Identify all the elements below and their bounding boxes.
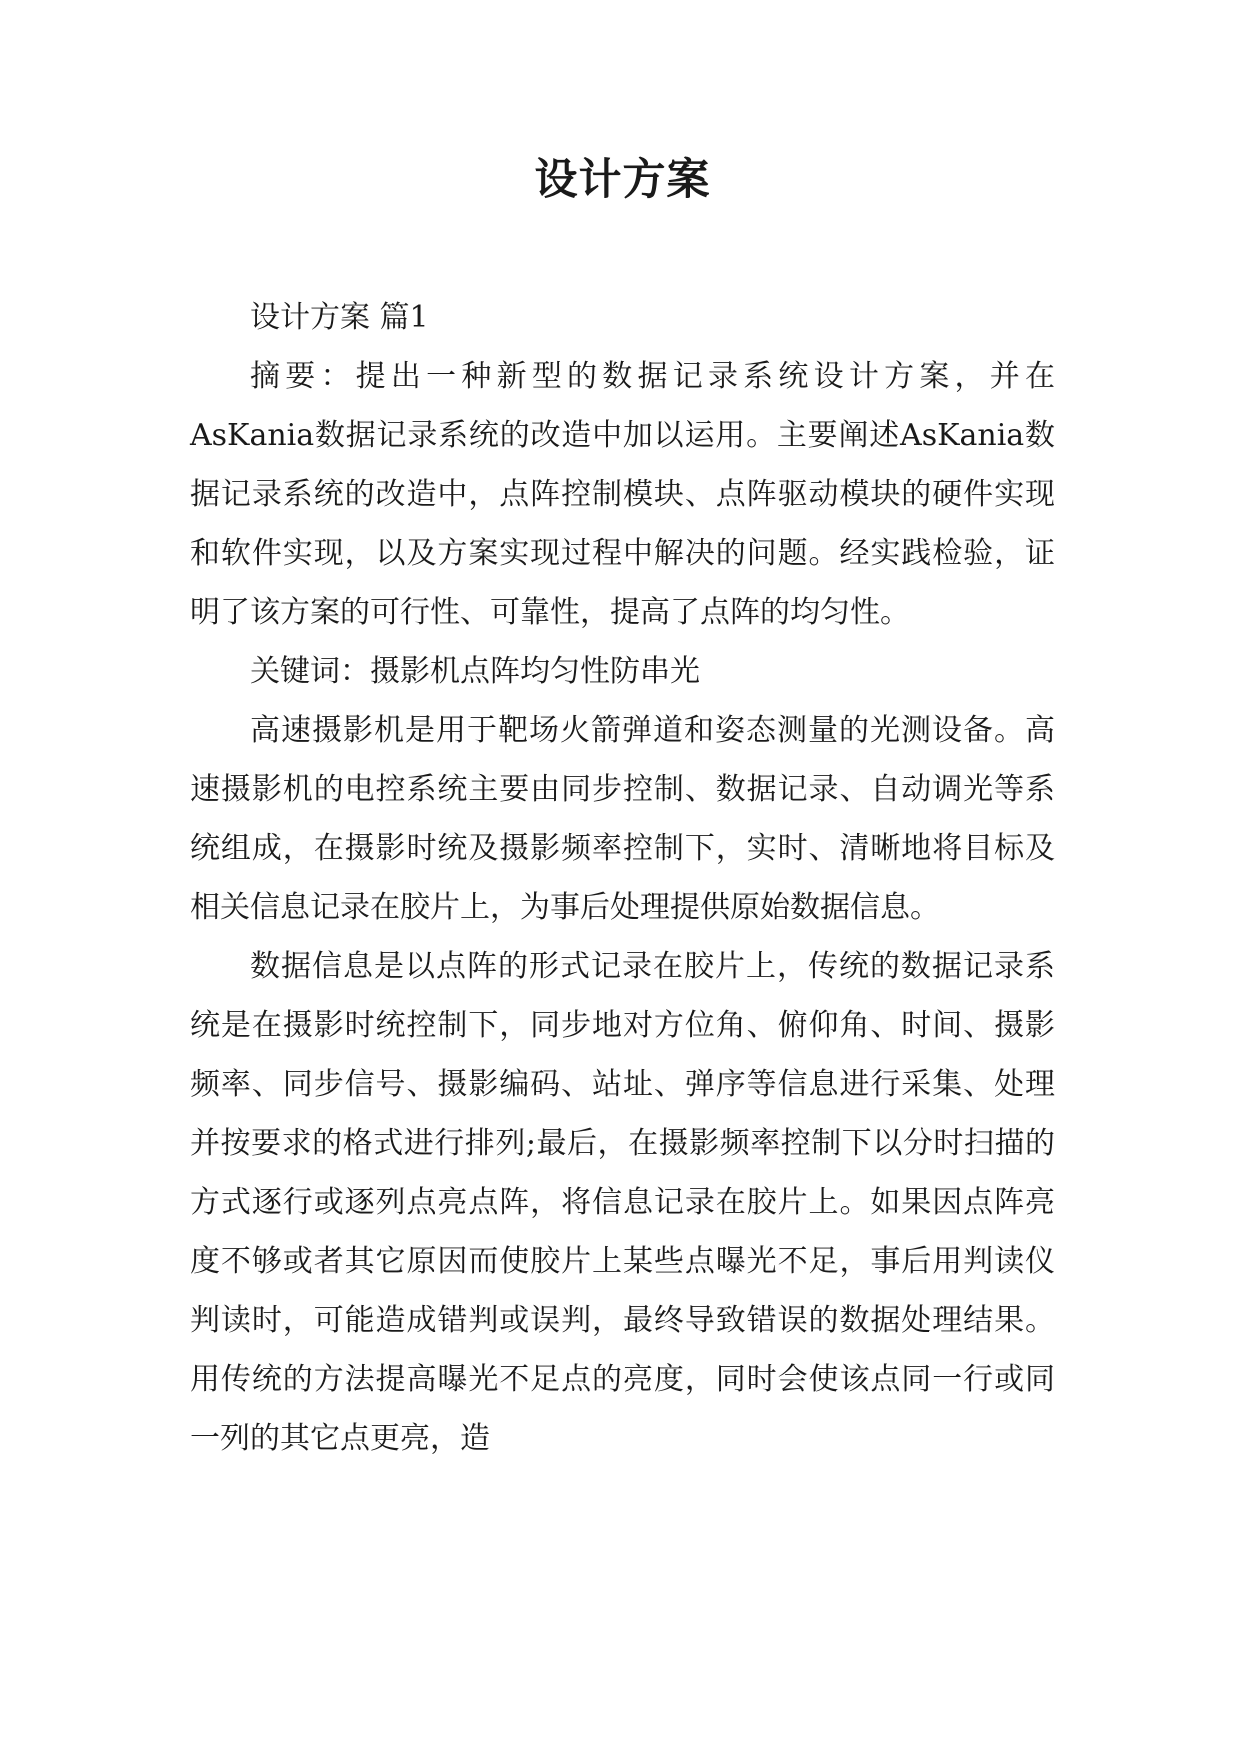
keywords-paragraph: 关键词：摄影机点阵均匀性防串光	[250, 654, 700, 689]
document-title: 设计方案	[534, 155, 711, 205]
document-body	[190, 288, 1055, 1468]
body-paragraph: 数据信息是以点阵的形式记录在胶片上，传统的数据记录系统是在摄影时统控制下，同步地对方位角、俯仰角、时间、摄影频率、同步信号、摄影编码、站址、弹序等信息进行采集、处理并按要求的格式进行排列;最后，在摄影频率控制下以分时扫描的方式逐行或逐列点亮点阵，将信息记录在胶片上。如果因点阵亮度不够或者其它原因而使胶片上某些点曝光不足，事后用判读仪判读时，可能造成错判或误判，最终导致错误的数据处理结果。用传统的方法提高曝光不足点的亮度，同时会使该点同一行或同一列的其它点更亮，造	[190, 949, 1055, 1456]
body-paragraph: 高速摄影机是用于靶场火箭弹道和姿态测量的光测设备。高速摄影机的电控系统主要由同步控制、数据记录、自动调光等系统组成，在摄影时统及摄影频率控制下，实时、清晰地将目标及相关信息记录在胶片上，为事后处理提供原始数据信息。	[190, 713, 1055, 925]
section-heading: 设计方案 篇1	[250, 300, 429, 335]
abstract-paragraph: 摘要：提出一种新型的数据记录系统设计方案，并在AsKania数据记录系统的改造中加以运用。主要阐述AsKania数据记录系统的改造中，点阵控制模块、点阵驱动模块的硬件实现和软件实现，以及方案实现过程中解决的问题。经实践检验，证明了该方案的可行性、可靠性，提高了点阵的均匀性。	[190, 359, 1055, 630]
